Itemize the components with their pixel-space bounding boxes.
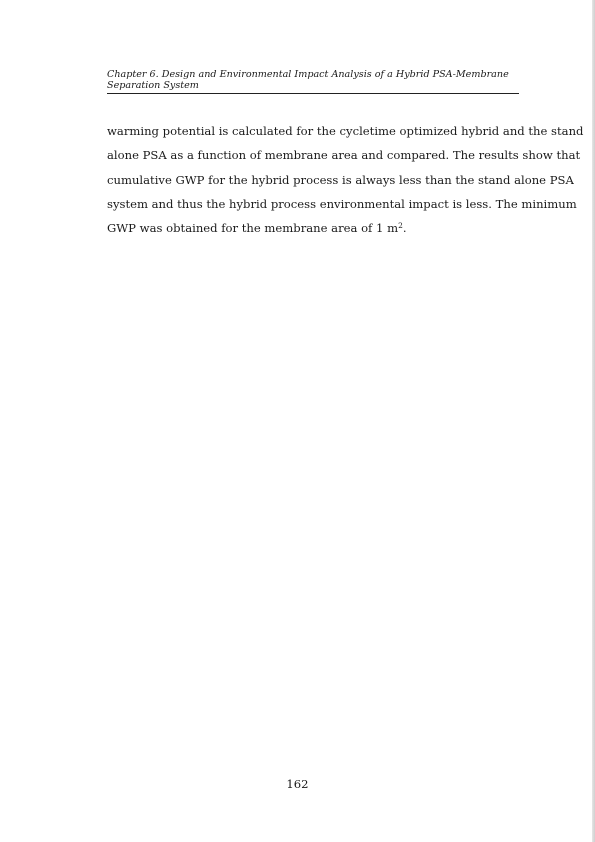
page-number: 162 [286, 777, 309, 791]
running-header-line-2: Separation System [107, 80, 199, 92]
paragraph-line: cumulative GWP for the hybrid process is always less than the stand alone PSA [107, 172, 574, 187]
paragraph-last-line [107, 216, 519, 240]
paragraph-line: warming potential is calculated for the cycletime optimized hybrid and the stand [107, 124, 584, 138]
sentence-end-period: . [402, 221, 407, 236]
body-paragraph [107, 119, 584, 240]
superscript-exponent: 2 [398, 221, 403, 231]
paragraph-line: system and thus the hybrid process environmental impact is less. The minimum [107, 196, 577, 211]
running-header-line-1: Chapter 6. Design and Environmental Impact Analysis of a Hybrid PSA-Membrane [107, 69, 509, 80]
paragraph-line: alone PSA as a function of membrane area and compared. The results show that [107, 148, 581, 163]
paragraph-line-text: GWP was obtained for the membrane area of 1 m [107, 221, 399, 236]
running-header [107, 69, 519, 94]
